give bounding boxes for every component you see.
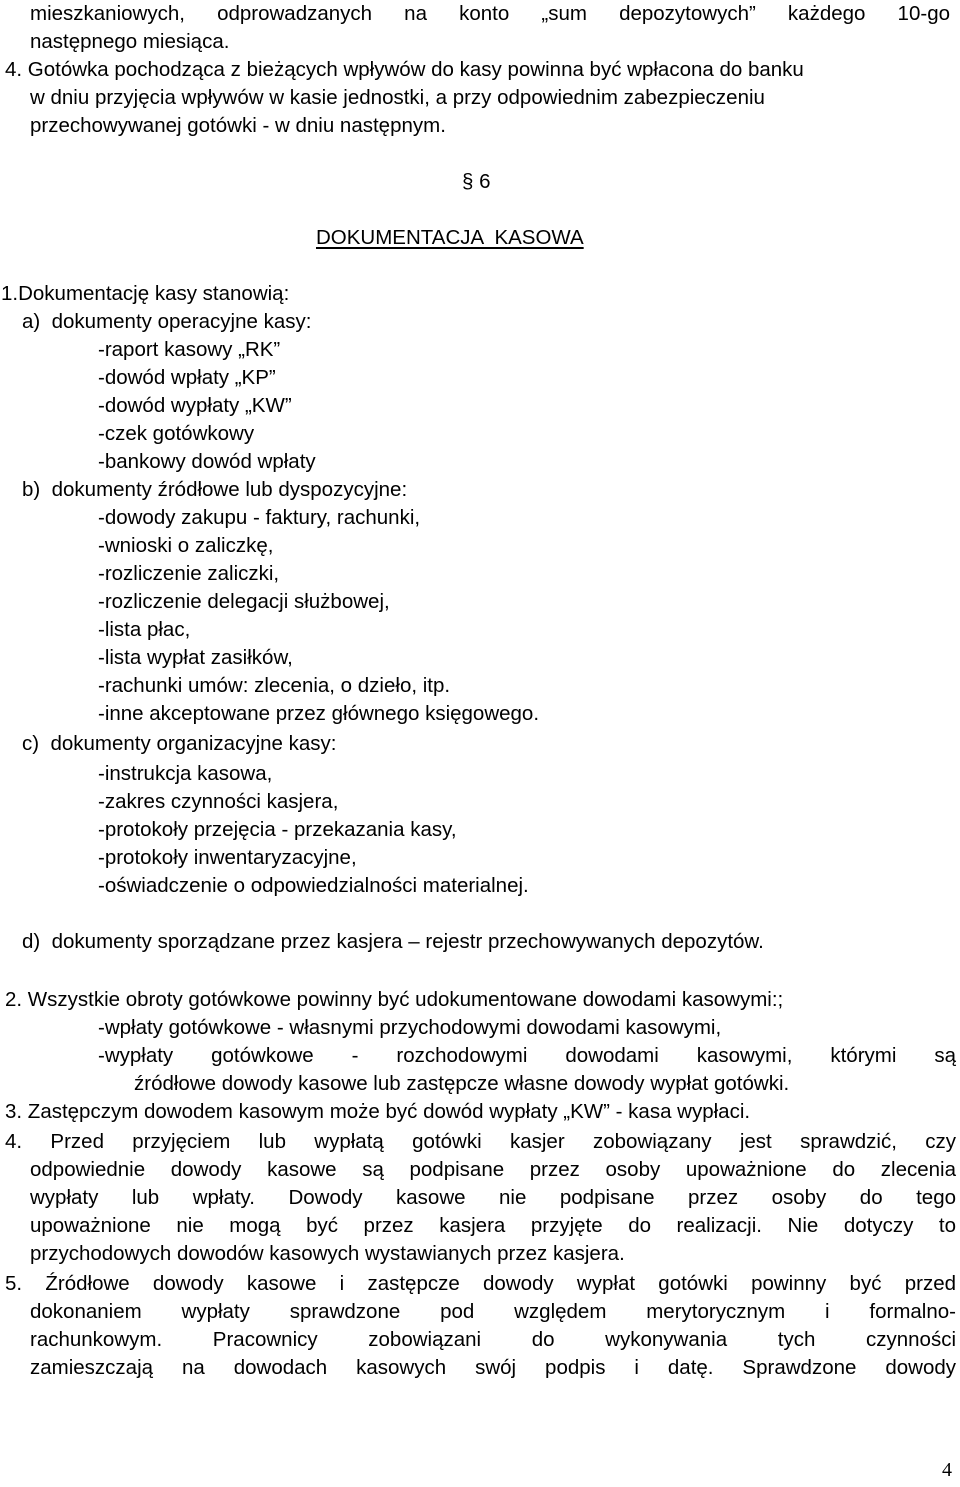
point-4-line-5: przychodowych dowodów kasowych wystawianych przez kasjera. [30, 1242, 625, 1265]
list-item: -lista płac, [98, 618, 191, 641]
point-5-line-3: rachunkowym. Pracownicy zobowiązani do wykonywania tych czynności [30, 1328, 956, 1351]
list-item: -oświadczenie o odpowiedzialności materialnej. [98, 874, 529, 897]
section-sign: § 6 [462, 170, 491, 193]
list-item: -dowód wypłaty „KW” [98, 394, 292, 417]
point-4-line-3: wypłaty lub wpłaty. Dowody kasowe nie podpisane przez osoby do tego [30, 1186, 956, 1209]
point-2-line-3: -wypłaty gotówkowe - rozchodowymi dowodami kasowymi, którymi są [98, 1044, 956, 1067]
list-item: -dowody zakupu - faktury, rachunki, [98, 506, 421, 529]
list-c-label: c) dokumenty organizacyjne kasy: [22, 732, 337, 755]
top-line-1: mieszkaniowych, odprowadzanych na konto „sum depozytowych” każdego 10-go [30, 2, 950, 25]
list-item: -lista wypłat zasiłków, [98, 646, 293, 669]
point-5-line-4: zamieszczają na dowodach kasowych swój podpis i datę. Sprawdzone dowody [30, 1356, 956, 1379]
list-item: -zakres czynności kasjera, [98, 790, 339, 813]
point-3-line-1: 3. Zastępczym dowodem kasowym może być dowód wypłaty „KW” - kasa wypłaci. [5, 1100, 751, 1123]
list-item: -rozliczenie zaliczki, [98, 562, 280, 585]
list-item: -wnioski o zaliczkę, [98, 534, 274, 557]
point-5-line-1: 5. Źródłowe dowody kasowe i zastępcze dowody wypłat gotówki powinny być przed [5, 1272, 956, 1295]
page-number: 4 [942, 1459, 952, 1481]
point-2-line-2: -wpłaty gotówkowe - własnymi przychodowymi dowodami kasowymi, [98, 1016, 722, 1039]
top-line-5: przechowywanej gotówki - w dniu następnym. [30, 114, 446, 137]
list-item: -instrukcja kasowa, [98, 762, 273, 785]
point-2-line-1: 2. Wszystkie obroty gotówkowe powinny być udokumentowane dowodami kasowymi:; [5, 988, 784, 1011]
top-line-3: 4. Gotówka pochodząca z bieżących wpływów do kasy powinna być wpłacona do banku [5, 58, 804, 81]
point-4-line-1: 4. Przed przyjęciem lub wypłatą gotówki kasjer zobowiązany jest sprawdzić, czy [5, 1130, 956, 1153]
point-2-line-4: źródłowe dowody kasowe lub zastępcze własne dowody wypłat gotówki. [134, 1072, 790, 1095]
list-item: -inne akceptowane przez głównego księgowego. [98, 702, 540, 725]
list-item: -bankowy dowód wpłaty [98, 450, 316, 473]
list-a-label: a) dokumenty operacyjne kasy: [22, 310, 312, 333]
list-item: -protokoły inwentaryzacyjne, [98, 846, 357, 869]
list-d-line: d) dokumenty sporządzane przez kasjera – rejestr przechowywanych depozytów. [22, 930, 764, 953]
section-heading: DOKUMENTACJA KASOWA [316, 226, 584, 249]
top-line-4: w dniu przyjęcia wpływów w kasie jednostki, a przy odpowiednim zabezpieczeniu [30, 86, 765, 109]
list-item: -rozliczenie delegacji służbowej, [98, 590, 390, 613]
point-4-line-2: odpowiednie dowody kasowe są podpisane przez osoby upoważnione do zlecenia [30, 1158, 956, 1181]
point-4-line-4: upoważnione nie mogą być przez kasjera przyjęte do realizacji. Nie dotyczy to [30, 1214, 956, 1237]
list-item: -rachunki umów: zlecenia, o dzieło, itp. [98, 674, 451, 697]
list-b-label: b) dokumenty źródłowe lub dyspozycyjne: [22, 478, 408, 501]
list-item: -raport kasowy „RK” [98, 338, 281, 361]
list-intro: 1.Dokumentację kasy stanowią: [1, 282, 290, 305]
top-line-2: następnego miesiąca. [30, 30, 230, 53]
list-item: -dowód wpłaty „KP” [98, 366, 276, 389]
list-item: -protokoły przejęcia - przekazania kasy, [98, 818, 457, 841]
point-5-line-2: dokonaniem wypłaty sprawdzone pod względem merytorycznym i formalno- [30, 1300, 956, 1323]
list-item: -czek gotówkowy [98, 422, 255, 445]
